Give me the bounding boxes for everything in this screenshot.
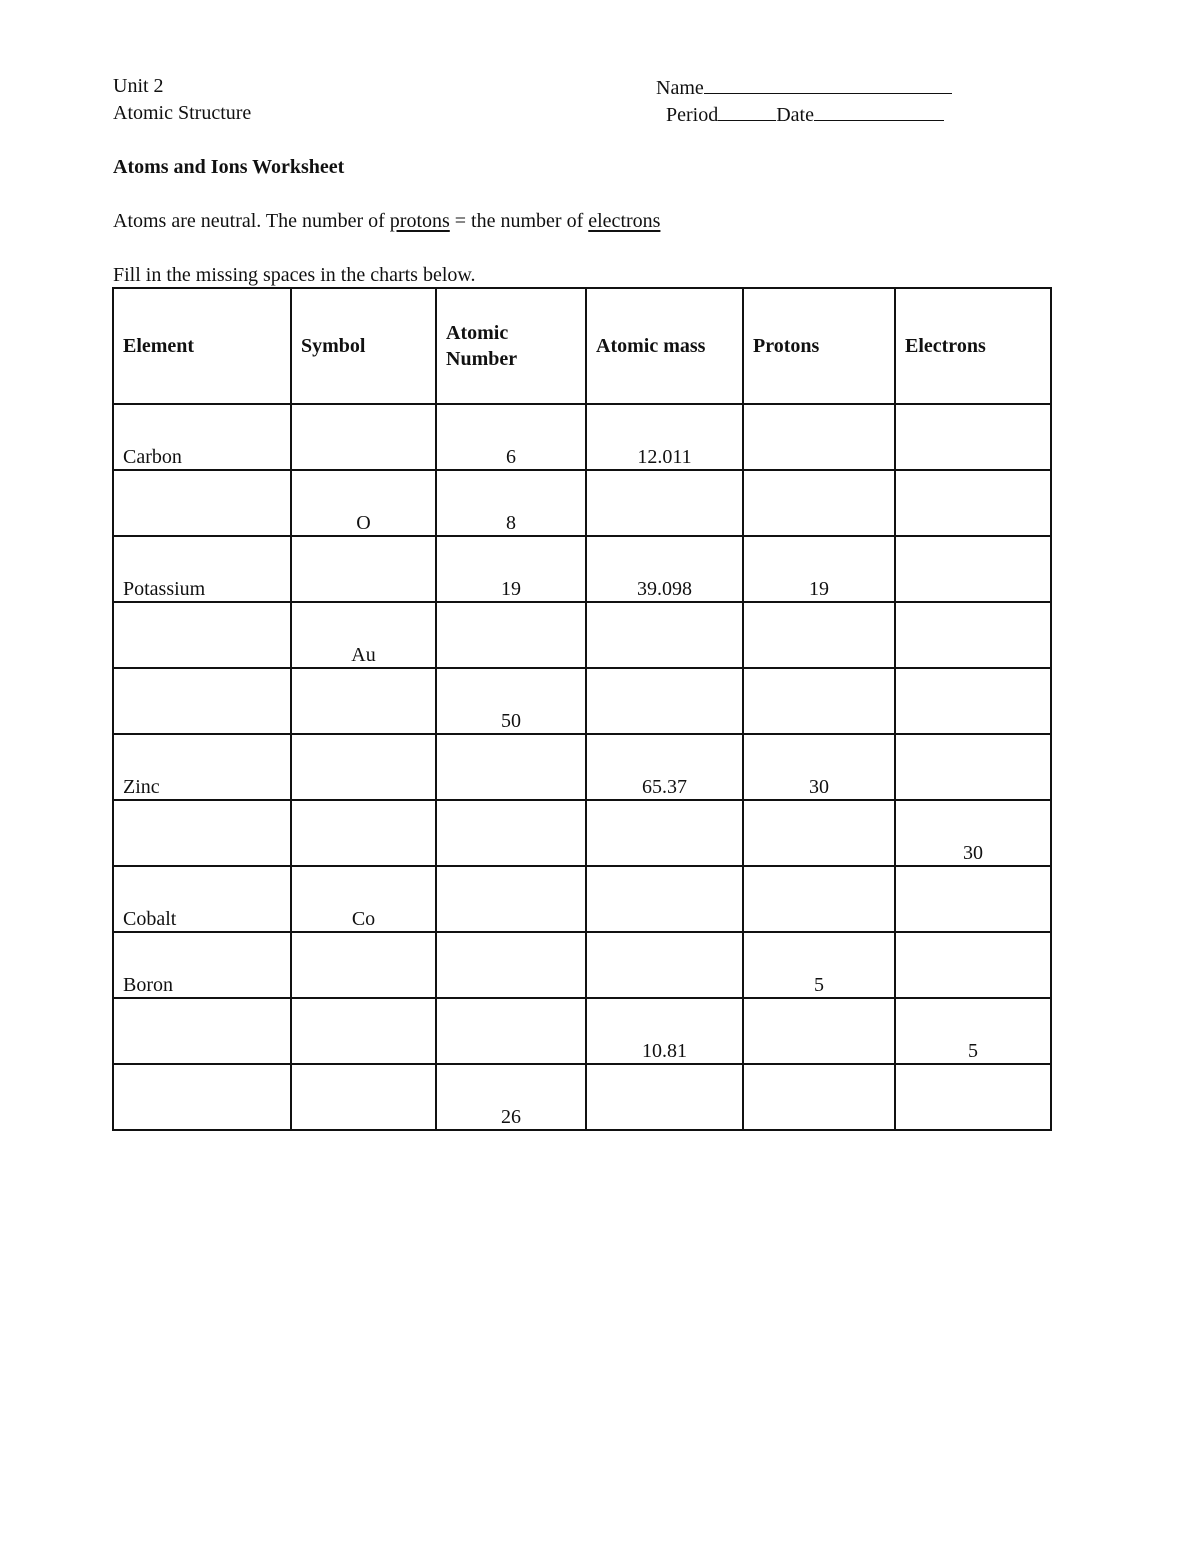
cell-atomic-mass-value: 39.098 <box>637 578 692 600</box>
cell-electrons[interactable] <box>895 404 1051 470</box>
intro-protons: protons <box>389 210 450 232</box>
table-row <box>113 536 1051 602</box>
cell-electrons[interactable] <box>895 536 1051 602</box>
header-element: Element <box>113 288 291 404</box>
table-row <box>113 602 1051 668</box>
cell-atomic-mass[interactable] <box>586 668 743 734</box>
cell-electrons[interactable] <box>895 470 1051 536</box>
cell-element[interactable] <box>113 668 291 734</box>
cell-atomic-mass-value: 65.37 <box>642 776 687 798</box>
header-protons: Protons <box>743 288 895 404</box>
table-row <box>113 800 1051 866</box>
name-label: Name <box>656 77 704 99</box>
cell-atomic-mass[interactable] <box>586 1064 743 1130</box>
header-atomic-number <box>436 288 586 404</box>
cell-atomic-number-value: 6 <box>506 446 516 468</box>
cell-atomic-number[interactable] <box>436 404 586 470</box>
cell-atomic-number[interactable] <box>436 866 586 932</box>
cell-protons[interactable] <box>743 536 895 602</box>
cell-symbol[interactable] <box>291 932 436 998</box>
cell-atomic-mass[interactable] <box>586 404 743 470</box>
period-date-field[interactable] <box>666 103 944 125</box>
cell-protons[interactable] <box>743 1064 895 1130</box>
cell-protons-value: 30 <box>809 776 829 798</box>
cell-protons-value: 19 <box>809 578 829 600</box>
cell-symbol[interactable] <box>291 734 436 800</box>
header-row <box>113 288 1051 404</box>
unit-label: Unit 2 <box>113 75 164 97</box>
cell-element[interactable] <box>113 866 291 932</box>
cell-element-value: Zinc <box>123 776 160 798</box>
header-atomic-mass: Atomic mass <box>586 288 743 404</box>
table-row <box>113 1064 1051 1130</box>
header-electrons: Electrons <box>895 288 1051 404</box>
cell-symbol[interactable] <box>291 404 436 470</box>
table-row <box>113 932 1051 998</box>
cell-atomic-number[interactable] <box>436 536 586 602</box>
cell-electrons[interactable] <box>895 932 1051 998</box>
name-blank[interactable] <box>704 76 952 94</box>
cell-protons[interactable] <box>743 668 895 734</box>
cell-element[interactable] <box>113 602 291 668</box>
cell-symbol[interactable] <box>291 536 436 602</box>
cell-electrons-value: 30 <box>963 842 983 864</box>
cell-atomic-number[interactable] <box>436 734 586 800</box>
cell-symbol[interactable] <box>291 866 436 932</box>
cell-atomic-number-value: 50 <box>501 710 521 732</box>
cell-element[interactable] <box>113 998 291 1064</box>
intro-electrons: electrons <box>588 210 661 232</box>
table-row <box>113 470 1051 536</box>
intro-part2: = the number of <box>449 210 589 232</box>
topic-label: Atomic Structure <box>113 102 252 124</box>
cell-atomic-number-value: 26 <box>501 1106 521 1128</box>
cell-atomic-number[interactable] <box>436 800 586 866</box>
cell-protons[interactable] <box>743 734 895 800</box>
cell-atomic-mass-value: 12.011 <box>637 446 692 468</box>
cell-protons[interactable] <box>743 866 895 932</box>
cell-element-value: Potassium <box>123 578 206 600</box>
cell-symbol-value: Au <box>351 644 376 666</box>
cell-protons[interactable] <box>743 800 895 866</box>
cell-element[interactable] <box>113 932 291 998</box>
table-row <box>113 866 1051 932</box>
cell-electrons[interactable] <box>895 734 1051 800</box>
cell-electrons[interactable] <box>895 668 1051 734</box>
cell-element-value: Cobalt <box>123 908 177 930</box>
cell-electrons[interactable] <box>895 800 1051 866</box>
cell-atomic-mass[interactable] <box>586 932 743 998</box>
worksheet-title: Atoms and Ions Worksheet <box>113 156 345 178</box>
header-atomic-number-text: Atomic Number <box>446 322 518 370</box>
atoms-chart <box>112 287 1052 1131</box>
cell-symbol[interactable] <box>291 800 436 866</box>
header-symbol: Symbol <box>291 288 436 404</box>
date-label: Date <box>776 104 814 126</box>
cell-element[interactable] <box>113 404 291 470</box>
cell-atomic-number[interactable] <box>436 602 586 668</box>
cell-element-value: Boron <box>123 974 173 996</box>
instructions: Fill in the missing spaces in the charts below. <box>113 264 476 286</box>
cell-protons[interactable] <box>743 932 895 998</box>
cell-atomic-mass[interactable] <box>586 866 743 932</box>
cell-atomic-number-value: 19 <box>501 578 521 600</box>
cell-atomic-mass-value: 10.81 <box>642 1040 687 1062</box>
cell-protons[interactable] <box>743 404 895 470</box>
cell-electrons[interactable] <box>895 998 1051 1064</box>
cell-element-value: Carbon <box>123 446 182 468</box>
table-row <box>113 404 1051 470</box>
cell-atomic-mass[interactable] <box>586 602 743 668</box>
cell-atomic-mass[interactable] <box>586 800 743 866</box>
cell-atomic-number[interactable] <box>436 668 586 734</box>
cell-atomic-number[interactable] <box>436 470 586 536</box>
cell-atomic-mass[interactable] <box>586 470 743 536</box>
cell-element[interactable] <box>113 536 291 602</box>
intro-sentence <box>113 211 660 231</box>
cell-electrons[interactable] <box>895 866 1051 932</box>
table-row <box>113 668 1051 734</box>
cell-element[interactable] <box>113 1064 291 1130</box>
table-row <box>113 998 1051 1064</box>
cell-atomic-number[interactable] <box>436 998 586 1064</box>
cell-protons[interactable] <box>743 470 895 536</box>
cell-element[interactable] <box>113 470 291 536</box>
cell-symbol-value: O <box>356 512 371 534</box>
cell-atomic-number-value: 8 <box>506 512 516 534</box>
period-blank[interactable] <box>718 103 776 121</box>
cell-symbol[interactable] <box>291 602 436 668</box>
cell-electrons[interactable] <box>895 602 1051 668</box>
cell-atomic-number[interactable] <box>436 1064 586 1130</box>
cell-symbol[interactable] <box>291 1064 436 1130</box>
cell-symbol-value: Co <box>351 908 376 930</box>
cell-atomic-mass[interactable] <box>586 998 743 1064</box>
cell-element[interactable] <box>113 800 291 866</box>
cell-symbol[interactable] <box>291 470 436 536</box>
cell-atomic-mass[interactable] <box>586 536 743 602</box>
cell-protons-value: 5 <box>814 974 824 996</box>
cell-atomic-number[interactable] <box>436 932 586 998</box>
table-row <box>113 734 1051 800</box>
cell-symbol[interactable] <box>291 668 436 734</box>
cell-symbol[interactable] <box>291 998 436 1064</box>
cell-electrons[interactable] <box>895 1064 1051 1130</box>
period-label: Period <box>666 104 719 126</box>
date-blank[interactable] <box>814 103 944 121</box>
intro-part1: Atoms are neutral. The number of <box>113 210 390 232</box>
chart-body <box>113 404 1051 1130</box>
cell-protons[interactable] <box>743 602 895 668</box>
cell-element[interactable] <box>113 734 291 800</box>
name-field[interactable] <box>656 76 952 98</box>
cell-protons[interactable] <box>743 998 895 1064</box>
cell-electrons-value: 5 <box>968 1040 978 1062</box>
cell-atomic-mass[interactable] <box>586 734 743 800</box>
